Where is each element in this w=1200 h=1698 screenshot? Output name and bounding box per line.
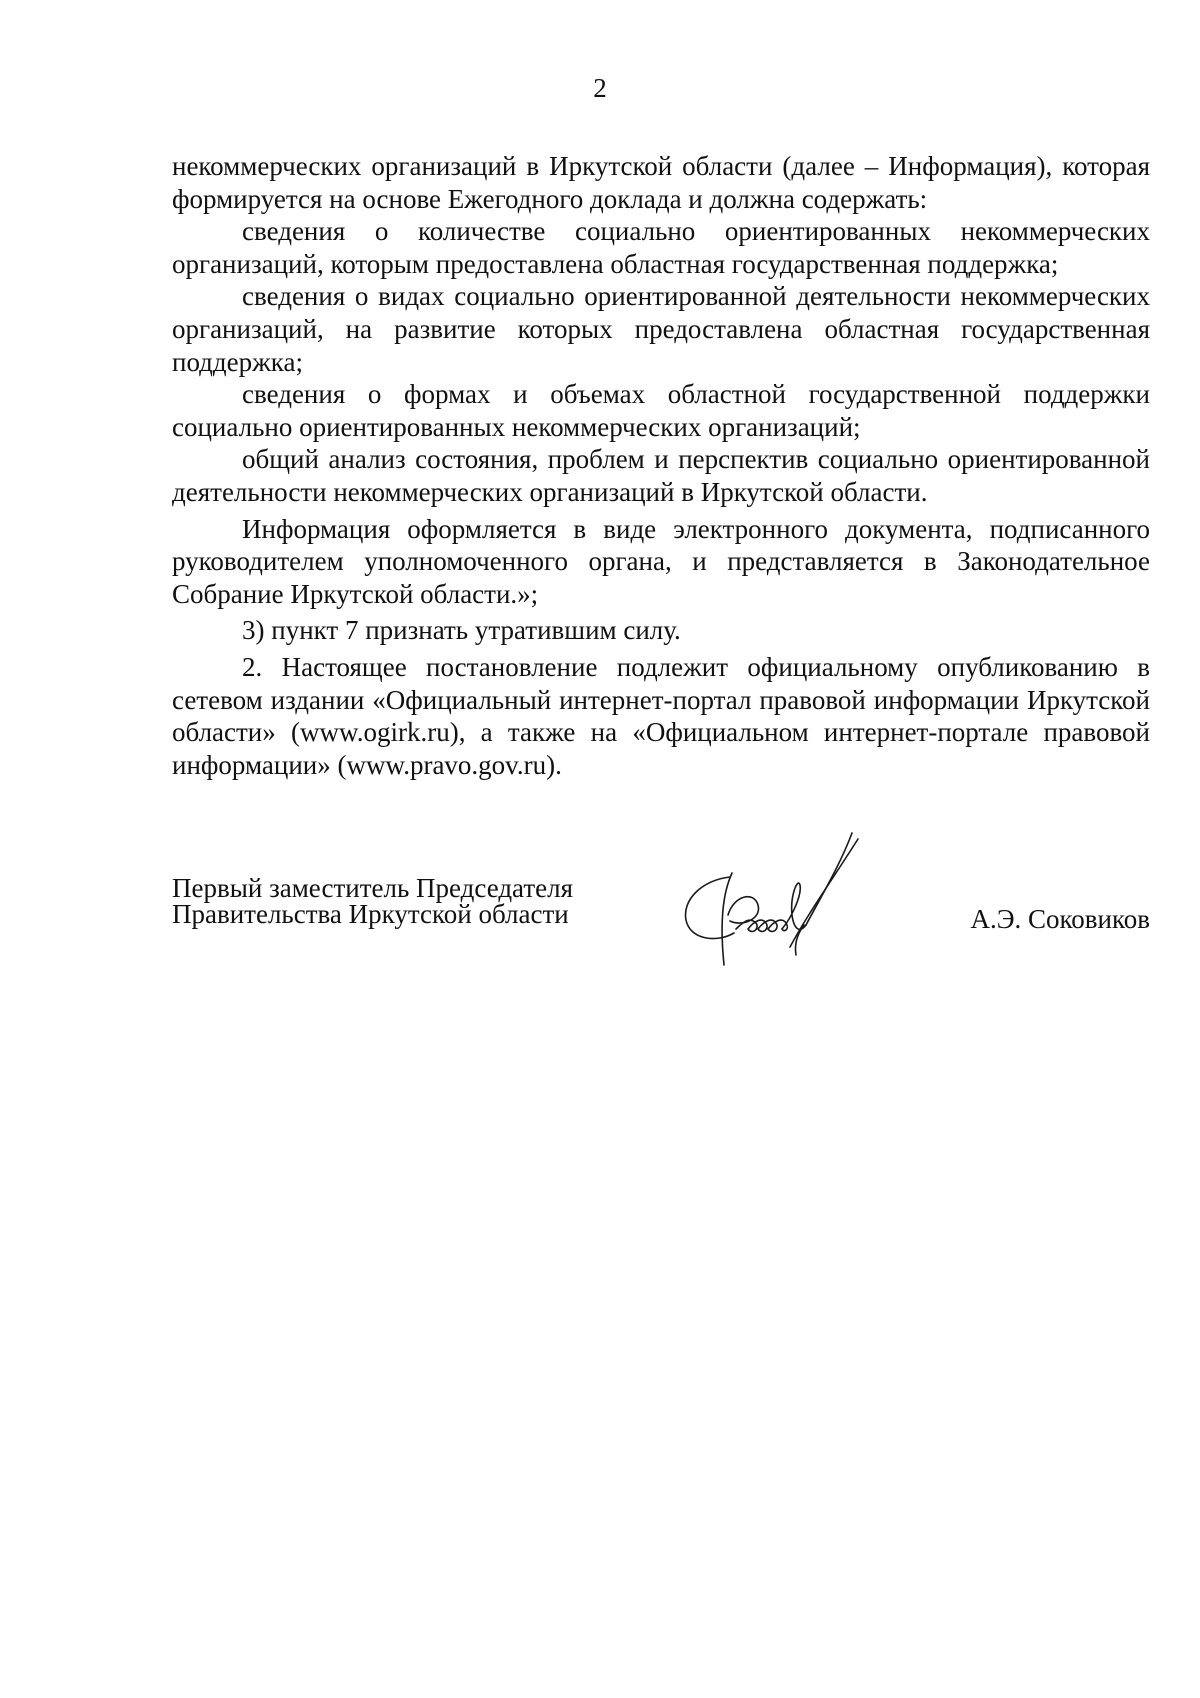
handwritten-signature [672,825,882,975]
signer-title [172,875,573,927]
signer-title-line2: Правительства Иркутской области [172,899,569,929]
paragraph-item-forms-volumes: сведения о формах и объемах областной государственной поддержки социально ориентированных некоммерческих организаций; [172,379,1150,442]
paragraph-point-7: 3) пункт 7 признать утратившим силу. [242,615,681,646]
paragraph-item-activity-types: сведения о видах социально ориентированной деятельности некоммерческих организаций, на развитие которых предоставлена областная государственная поддержка; [172,281,1150,377]
paragraph-item-quantity: сведения о количестве социально ориентированных некоммерческих организаций, которым предоставлена областная государственная поддержка; [172,216,1150,279]
paragraph-publication: 2. Настоящее постановление подлежит официальному опубликованию в сетевом издании «Официальный интернет-портал правовой информации Иркутской области» (www.ogirk.ru), а также на «Официальном интернет-портале правовой информации» (www.pravo.gov.ru). [172,651,1150,780]
signature-block [172,875,1150,995]
paragraph-information-format: Информация оформляется в виде электронного документа, подписанного руководителем уполномоченного органа, и представляется в Законодательное Собрание Иркутской области.»; [172,513,1150,609]
page-number: 2 [593,73,607,103]
paragraph-item-analysis: общий анализ состояния, проблем и перспектив социально ориентированной деятельности некоммерческих организаций в Иркутской области. [172,444,1150,507]
signer-name: А.Э. Соковиков [970,904,1150,934]
paragraph-continuation: некоммерческих организаций в Иркутской области (далее – Информация), которая формируется на основе Ежегодного доклада и должна содержать: [172,151,1150,214]
document-body [172,150,1150,781]
signer-title-line1: Первый заместитель Председателя [172,873,574,903]
